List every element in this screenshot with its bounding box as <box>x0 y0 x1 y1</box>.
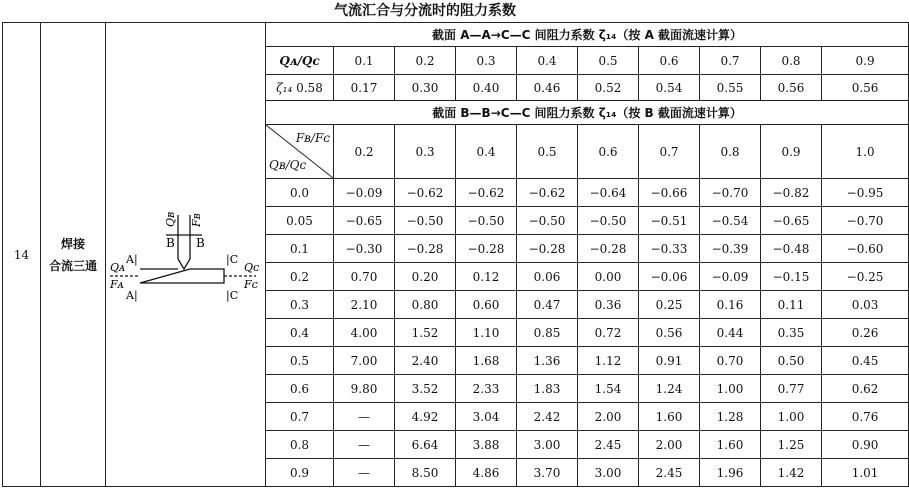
section-a-value-cell: 0.54 <box>639 75 700 101</box>
qa-label: Qᴀ <box>110 261 126 274</box>
section-b-corner-cell <box>266 125 334 179</box>
table-cell: 1.52 <box>395 319 456 347</box>
table-cell: 1.42 <box>761 459 822 487</box>
corner-top-label: Fʙ/Fᴄ <box>295 131 330 145</box>
b-left-label: B <box>166 236 175 250</box>
table-cell: −0.51 <box>639 207 700 235</box>
table-cell: 1.28 <box>700 403 761 431</box>
fa-label: Fᴀ <box>110 278 124 291</box>
zeta-symbol: ζ₁₄ <box>276 80 297 95</box>
row-label-cell: 0.0 <box>266 179 334 207</box>
section-a-value-cell: 0.55 <box>700 75 761 101</box>
section-b-header-cell: 0.7 <box>639 125 700 179</box>
section-a-header-cell: 0.2 <box>395 47 456 75</box>
c-bottom-label: |C <box>226 289 239 302</box>
section-a-header-cell: 0.1 <box>334 47 395 75</box>
section-a-first-value: 0.58 <box>296 80 323 95</box>
row-label-cell: 0.7 <box>266 403 334 431</box>
table-cell: 0.35 <box>761 319 822 347</box>
table-cell: 1.60 <box>639 403 700 431</box>
table-cell: −0.54 <box>700 207 761 235</box>
table-cell: 0.70 <box>700 347 761 375</box>
table-cell: 0.00 <box>578 263 639 291</box>
table-cell: 0.20 <box>395 263 456 291</box>
table-cell: −0.33 <box>639 235 700 263</box>
table-cell: −0.62 <box>395 179 456 207</box>
table-cell: −0.62 <box>517 179 578 207</box>
table-cell: 3.00 <box>578 459 639 487</box>
table-cell: 0.77 <box>761 375 822 403</box>
table-cell: −0.28 <box>395 235 456 263</box>
table-cell: −0.25 <box>822 263 909 291</box>
table-cell: 0.76 <box>822 403 909 431</box>
table-cell: 4.92 <box>395 403 456 431</box>
table-cell: 1.12 <box>578 347 639 375</box>
fitting-name <box>41 23 106 487</box>
table-cell: 0.16 <box>700 291 761 319</box>
table-cell: 3.52 <box>395 375 456 403</box>
table-cell: 9.80 <box>334 375 395 403</box>
table-cell: 0.44 <box>700 319 761 347</box>
table-cell: 1.24 <box>639 375 700 403</box>
section-b-header-cell: 0.9 <box>761 125 822 179</box>
row-label-cell: 0.5 <box>266 347 334 375</box>
a-top-label: A| <box>126 253 138 266</box>
row-label-cell: 0.3 <box>266 291 334 319</box>
table-cell: — <box>334 431 395 459</box>
table-cell: 0.36 <box>578 291 639 319</box>
table-cell: 2.42 <box>517 403 578 431</box>
table-cell: 7.00 <box>334 347 395 375</box>
table-cell: — <box>334 403 395 431</box>
section-b-title: 截面 B—B→C—C 间阻力系数 ζ₁₄（按 B 截面流速计算） <box>266 101 909 125</box>
table-cell: 0.90 <box>822 431 909 459</box>
section-a-value-cell: 0.30 <box>395 75 456 101</box>
table-cell: 4.86 <box>456 459 517 487</box>
table-cell: 3.00 <box>517 431 578 459</box>
qc-label: Qᴄ <box>244 261 260 274</box>
table-cell: — <box>334 459 395 487</box>
table-cell: −0.50 <box>578 207 639 235</box>
table-cell: 0.60 <box>456 291 517 319</box>
section-b-header-cell: 0.8 <box>700 125 761 179</box>
table-cell: 0.85 <box>517 319 578 347</box>
a-bottom-label: A| <box>126 289 138 302</box>
section-b-header-cell: 0.3 <box>395 125 456 179</box>
table-cell: 1.68 <box>456 347 517 375</box>
table-cell: 0.56 <box>639 319 700 347</box>
table-cell: 2.40 <box>395 347 456 375</box>
table-cell: 0.80 <box>395 291 456 319</box>
section-a-title-row <box>3 23 909 47</box>
table-cell: −0.28 <box>517 235 578 263</box>
table-cell: 1.10 <box>456 319 517 347</box>
fc-label: Fᴄ <box>244 278 258 291</box>
table-cell: −0.06 <box>639 263 700 291</box>
table-cell: −0.09 <box>700 263 761 291</box>
table-cell: −0.09 <box>334 179 395 207</box>
fitting-name-line1: 焊接 <box>60 236 85 251</box>
table-cell: 0.11 <box>761 291 822 319</box>
section-a-header-cell: 0.4 <box>517 47 578 75</box>
table-cell: 1.96 <box>700 459 761 487</box>
section-a-value-cell: 0.40 <box>456 75 517 101</box>
section-a-value-cell: 0.46 <box>517 75 578 101</box>
table-cell: 1.60 <box>700 431 761 459</box>
table-cell: 1.36 <box>517 347 578 375</box>
table-cell: 2.45 <box>578 431 639 459</box>
section-b-header-cell: 0.6 <box>578 125 639 179</box>
row-label-cell: 0.05 <box>266 207 334 235</box>
section-a-value-cell: 0.56 <box>761 75 822 101</box>
table-cell: 0.47 <box>517 291 578 319</box>
c-top-label: |C <box>226 253 239 266</box>
page-title: 气流汇合与分流时的阻力系数 <box>334 3 516 19</box>
section-a-header-cell: 0.7 <box>700 47 761 75</box>
row-number: 14 <box>3 23 41 487</box>
table-cell: 2.45 <box>639 459 700 487</box>
section-b-header-cell: 0.5 <box>517 125 578 179</box>
section-a-value-cell: 0.52 <box>578 75 639 101</box>
row-label-cell: 0.9 <box>266 459 334 487</box>
section-b-header-cell: 0.4 <box>456 125 517 179</box>
table-cell: 3.88 <box>456 431 517 459</box>
table-cell: −0.70 <box>822 207 909 235</box>
resistance-table <box>2 22 909 487</box>
table-cell: 2.33 <box>456 375 517 403</box>
fb-label: Fʙ <box>190 213 203 227</box>
table-cell: −0.70 <box>700 179 761 207</box>
table-cell: 4.00 <box>334 319 395 347</box>
section-a-row-label <box>266 75 334 101</box>
table-cell: 0.26 <box>822 319 909 347</box>
b-right-label: B <box>196 236 205 250</box>
section-a-header-cell: 0.3 <box>456 47 517 75</box>
qb-label: Qʙ <box>164 211 177 227</box>
table-cell: −0.15 <box>761 263 822 291</box>
section-a-value-cell: 0.56 <box>822 75 909 101</box>
table-cell: 6.64 <box>395 431 456 459</box>
table-cell: 2.00 <box>639 431 700 459</box>
table-cell: 8.50 <box>395 459 456 487</box>
table-cell: −0.64 <box>578 179 639 207</box>
table-cell: 1.25 <box>761 431 822 459</box>
table-cell: 2.00 <box>578 403 639 431</box>
table-cell: 1.00 <box>700 375 761 403</box>
table-cell: 0.03 <box>822 291 909 319</box>
table-cell: −0.50 <box>395 207 456 235</box>
section-b-header-cell: 0.2 <box>334 125 395 179</box>
table-cell: 1.54 <box>578 375 639 403</box>
table-cell: −0.82 <box>761 179 822 207</box>
section-a-header-cell: 0.8 <box>761 47 822 75</box>
table-cell: 0.91 <box>639 347 700 375</box>
table-cell: −0.60 <box>822 235 909 263</box>
row-label-cell: 0.4 <box>266 319 334 347</box>
table-cell: 0.45 <box>822 347 909 375</box>
tee-diagram <box>106 23 266 485</box>
table-cell: −0.65 <box>334 207 395 235</box>
table-cell: −0.30 <box>334 235 395 263</box>
section-b-header-cell: 1.0 <box>822 125 909 179</box>
section-a-title: 截面 A—A→C—C 间阻力系数 ζ₁₄（按 A 截面流速计算） <box>266 23 909 47</box>
tee-diagram-cell <box>106 23 266 487</box>
corner-bottom-label: Qʙ/Qᴄ <box>269 158 307 172</box>
table-cell: 0.72 <box>578 319 639 347</box>
table-cell: −0.50 <box>456 207 517 235</box>
row-label-cell: 0.1 <box>266 235 334 263</box>
table-cell: 1.01 <box>822 459 909 487</box>
table-cell: −0.28 <box>456 235 517 263</box>
table-cell: −0.95 <box>822 179 909 207</box>
table-cell: 1.00 <box>761 403 822 431</box>
table-cell: −0.66 <box>639 179 700 207</box>
section-a-header-label: Qᴀ/Qᴄ <box>266 47 334 75</box>
table-cell: 0.25 <box>639 291 700 319</box>
table-cell: −0.28 <box>578 235 639 263</box>
table-cell: 0.50 <box>761 347 822 375</box>
table-cell: 1.83 <box>517 375 578 403</box>
section-a-value-cell: 0.17 <box>334 75 395 101</box>
table-cell: 0.06 <box>517 263 578 291</box>
table-cell: −0.62 <box>456 179 517 207</box>
row-label-cell: 0.2 <box>266 263 334 291</box>
fitting-name-line2: 合流三通 <box>48 258 97 273</box>
table-cell: 0.62 <box>822 375 909 403</box>
row-label-cell: 0.6 <box>266 375 334 403</box>
table-cell: −0.50 <box>517 207 578 235</box>
table-cell: 2.10 <box>334 291 395 319</box>
row-label-cell: 0.8 <box>266 431 334 459</box>
table-cell: 3.70 <box>517 459 578 487</box>
section-a-header-cell: 0.6 <box>639 47 700 75</box>
table-cell: −0.39 <box>700 235 761 263</box>
section-a-header-cell: 0.9 <box>822 47 909 75</box>
table-cell: −0.48 <box>761 235 822 263</box>
table-cell: 3.04 <box>456 403 517 431</box>
section-a-header-cell: 0.5 <box>578 47 639 75</box>
table-cell: 0.12 <box>456 263 517 291</box>
table-cell: −0.65 <box>761 207 822 235</box>
table-cell: 0.70 <box>334 263 395 291</box>
